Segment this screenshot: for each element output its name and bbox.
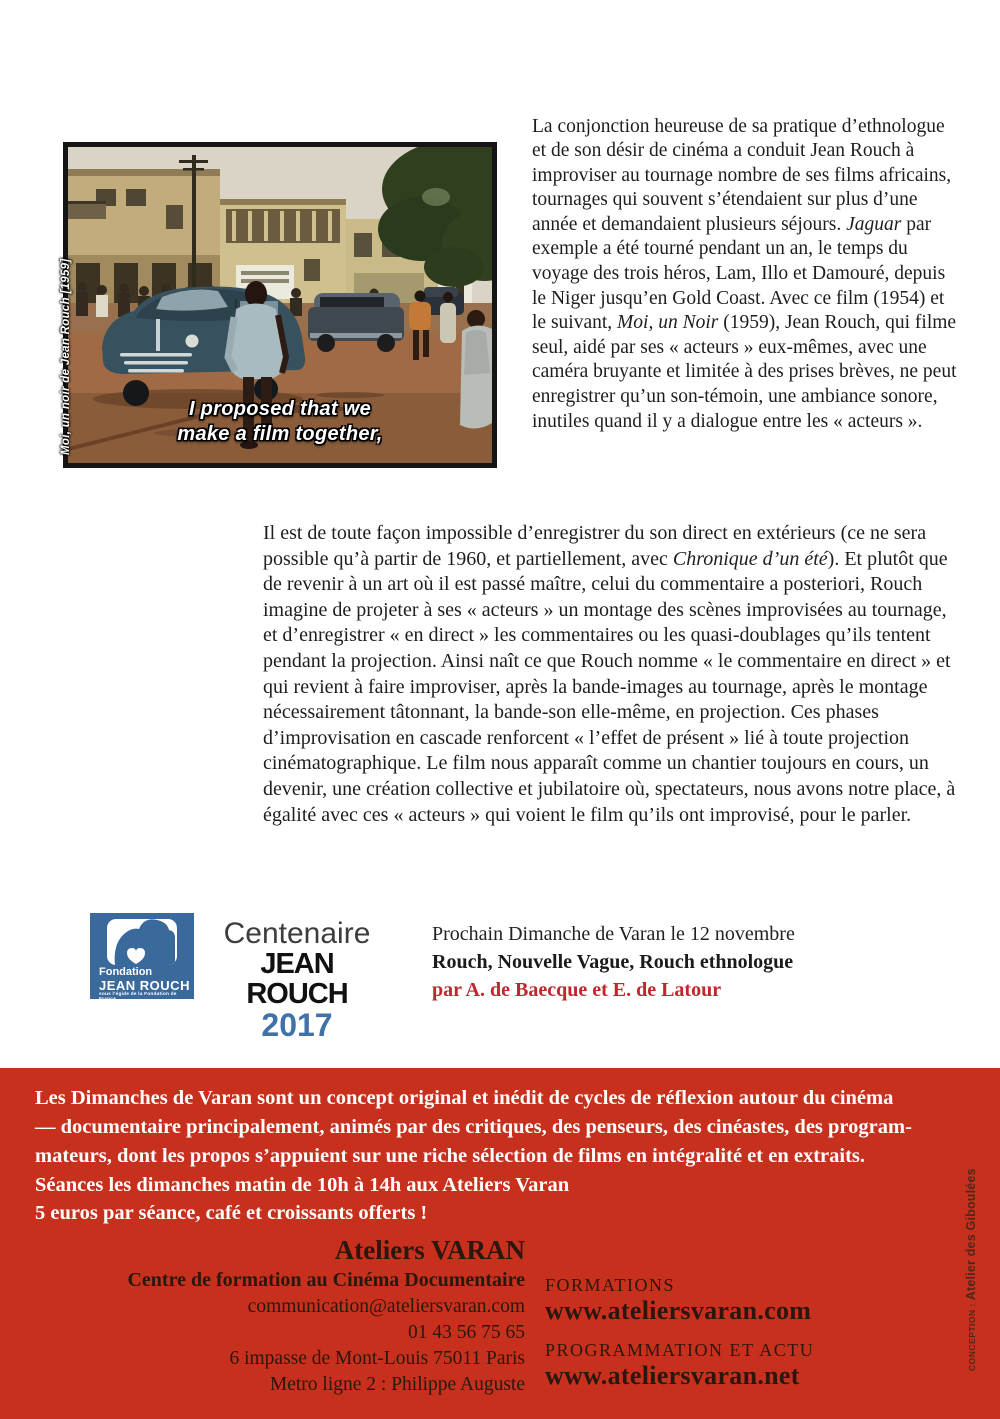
contact-email[interactable]: communication@ateliersvaran.com xyxy=(247,1296,525,1317)
article-body-paragraph xyxy=(263,521,960,828)
intro-text: La conjonction heureuse de sa pratique d’ethnologue et de son désir de cinéma a conduit Jean Rouch à improviser au tournage nombre de ses films africains, tournages qui souvent s’étendaient sur plus d’une année et demandaient plusieurs séjours. xyxy=(532,115,952,235)
film-still xyxy=(60,142,497,468)
article-intro-paragraph xyxy=(532,115,962,435)
centenaire-word: Centenaire xyxy=(223,917,371,950)
programmation-url[interactable]: www.ateliersvaran.net xyxy=(545,1361,800,1390)
contact-subtitle: Centre de formation au Cinéma Documentaire xyxy=(127,1269,525,1291)
contact-block xyxy=(65,1234,525,1398)
event-info xyxy=(432,920,795,1004)
contact-name: Ateliers VARAN xyxy=(334,1235,525,1265)
links-block xyxy=(545,1274,814,1404)
programmation-label: PROGRAMMATION ET ACTU xyxy=(545,1340,815,1360)
intro-text: (1959), Jean Rouch, qui filme seul, aidé par ses « acteurs » eux-mêmes, avec une caméra bruyante et limitée à des prises brèves, ne peut enregistrer qu’un son-témoin, une ambiance sonore, inutiles quand il y a dialogue entre les « acteurs ». xyxy=(532,312,957,432)
centenaire-logo xyxy=(212,919,382,1042)
event-date-line: Prochain Dimanche de Varan le 12 novembre xyxy=(432,923,795,945)
banner-schedule-line: Séances les dimanches matin de 10h à 14h aux Ateliers Varan xyxy=(35,1174,570,1196)
centenaire-year: 2017 xyxy=(261,1007,333,1043)
fondation-jean-rouch-logo xyxy=(90,913,194,1002)
footer-banner xyxy=(0,1068,1000,1419)
film-title-moi-un-noir: Moi, un Noir xyxy=(617,312,719,334)
event-title-line: Rouch, Nouvelle Vague, Rouch ethnologue xyxy=(432,951,794,973)
film-subtitle xyxy=(68,397,492,447)
formations-label: FORMATIONS xyxy=(545,1275,676,1295)
contact-address: 6 impasse de Mont-Louis 75011 Paris xyxy=(229,1348,525,1369)
body-text: ). Et plutôt que de revenir à un art où il est passé maître, celui du commentaire a posteriori, Rouch imagine de projeter à ses « acteurs » un montage des scènes improvisées au tournage, et d’enregistrer « en direct » les commentaires ou les quasi-doublages qu’ils tentent pendant la projection. Ainsi naît ce que Rouch nomme « le commentaire en direct » et qui revient à faire improviser, après la bande-images au tournage, après le montage nécessairement tâtonnant, la bande-son elle-même, en projection. Ces phases d’improvisation en cascade renforcent « l’effet de présent » lié à toute projection cinématographique. Le film nous apparaît comme un chantier toujours en cours, un devenir, une création collective et jubilatoire où, spectateurs, nous avons notre place, à égalité avec ces « acteurs » qui voient le film qu’ils ont improvisé, pour le parler. xyxy=(263,547,956,826)
film-title-vertical-caption: Moi, un noir de Jean Rouch [1959] xyxy=(60,258,72,455)
film-title-chronique: Chronique d’un été xyxy=(672,547,828,570)
conception-credit xyxy=(962,1168,980,1371)
banner-intro-line: Les Dimanches de Varan sont un concept original et inédit de cycles de réflexion autour du cinéma xyxy=(35,1087,894,1109)
banner-schedule-line: 5 euros par séance, café et croissants offerts ! xyxy=(35,1202,428,1224)
contact-phone: 01 43 56 75 65 xyxy=(408,1322,525,1343)
film-subtitle-line-1: I proposed that we xyxy=(188,398,372,420)
conception-credit-value: Atelier des Giboulées xyxy=(964,1168,978,1301)
film-title-jaguar: Jaguar xyxy=(846,213,902,235)
logo-silhouette-icon xyxy=(107,919,177,965)
film-subtitle-line-2: make a film together, xyxy=(177,423,383,445)
banner-intro-line: mateurs, dont les propos s’appuient sur une riche sélection de films en intégralité et en extraits. xyxy=(35,1145,865,1167)
conception-credit-label: CONCEPTION : xyxy=(967,1300,977,1371)
event-speakers-line: par A. de Baecque et E. de Latour xyxy=(432,979,722,1001)
banner-intro-text xyxy=(35,1084,912,1171)
body-text: Il est de toute façon impossible d’enregistrer du son direct en extérieurs (ce ne sera possible qu’à partir de 1960, et partiellement, avec xyxy=(263,522,927,570)
fondation-label: Fondation xyxy=(99,966,153,978)
formations-url[interactable]: www.ateliersvaran.com xyxy=(545,1296,812,1325)
contact-metro: Metro ligne 2 : Philippe Auguste xyxy=(269,1374,525,1395)
intro-text: par exemple a été tourné pendant un an, le temps du voyage des trois héros, Lam, Illo et Damouré, depuis le Niger jusqu’en Gold Coast. Avec ce film (1954) et le suivant, xyxy=(532,213,946,334)
centenaire-name: JEAN ROUCH xyxy=(246,948,348,1010)
fondation-tagline: sous l’égide de la Fondation de France xyxy=(99,992,177,1002)
fondation-name: JEAN ROUCH xyxy=(99,978,190,993)
banner-intro-line: — documentaire principalement, animés par des critiques, des penseurs, des cinéastes, des program- xyxy=(35,1116,912,1138)
banner-schedule-text xyxy=(35,1171,569,1227)
